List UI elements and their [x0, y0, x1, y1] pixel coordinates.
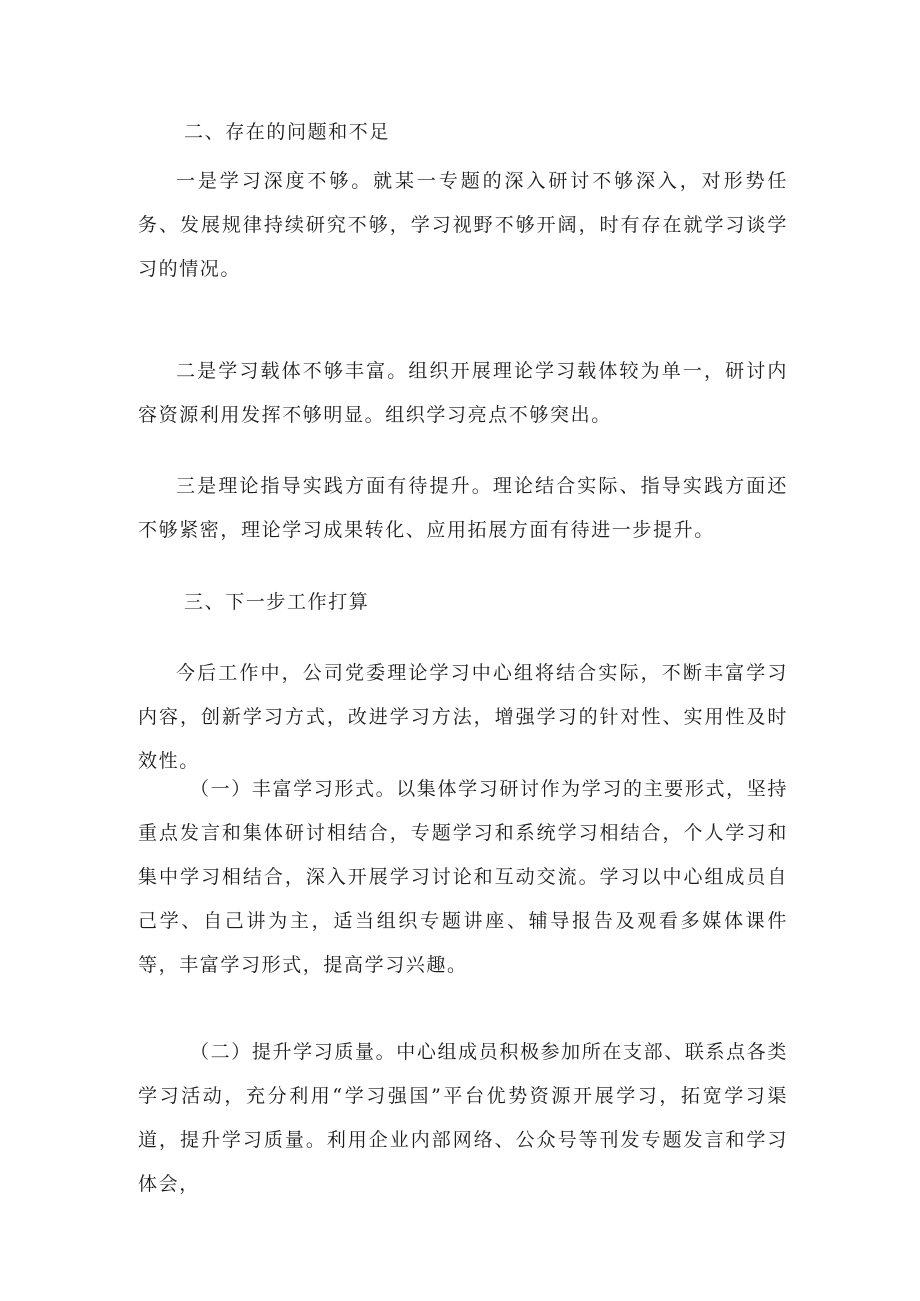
paragraph-plan-intro: 今后工作中，公司党委理论学习中心组将结合实际，不断丰富学习内容，创新学习方式，改进学习方法，增强学习的针对性、实用性及时效性。: [138, 662, 788, 772]
section-heading-next-steps: 三、下一步工作打算: [184, 591, 370, 613]
section-heading-problems: 二、存在的问题和不足: [184, 121, 391, 143]
paragraph-problem-depth: 一是学习深度不够。就某一专题的深入研讨不够深入，对形势任务、发展规律持续研究不够，学习视野不够开阔，时有存在就学习谈学习的情况。: [138, 170, 788, 280]
paragraph-problem-carrier: 二是学习载体不够丰富。组织开展理论学习载体较为单一，研讨内容资源利用发挥不够明显。组织学习亮点不够突出。: [138, 360, 788, 426]
paragraph-problem-practice: 三是理论指导实践方面有待提升。理论结合实际、指导实践方面还不够紧密，理论学习成果转化、应用拓展方面有待进一步提升。: [138, 475, 788, 541]
paragraph-plan-improve-quality: （二）提升学习质量。中心组成员积极参加所在支部、联系点各类学习活动，充分利用“学习强国”平台优势资源开展学习，拓宽学习渠道，提升学习质量。利用企业内部网络、公众号等刊发专题发言和学习体会，: [138, 1041, 788, 1195]
paragraph-plan-enrich-forms: （一）丰富学习形式。以集体学习研讨作为学习的主要形式，坚持重点发言和集体研讨相结合，专题学习和系统学习相结合，个人学习和集中学习相结合，深入开展学习讨论和互动交流。学习以中心组成员自己学、自己讲为主，适当组织专题讲座、辅导报告及观看多媒体课件等，丰富学习形式，提高学习兴趣。: [138, 778, 788, 976]
